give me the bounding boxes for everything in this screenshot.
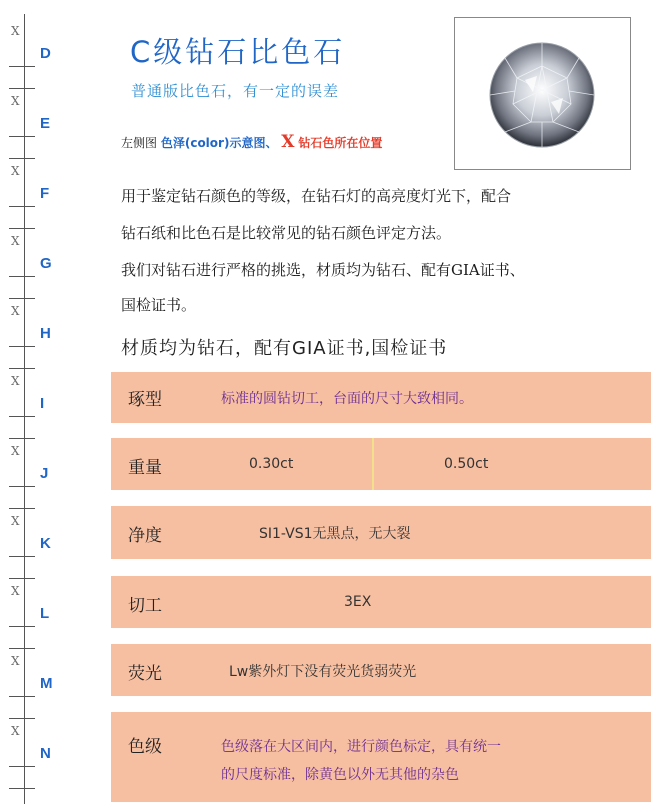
grade-tick <box>9 718 35 719</box>
spec-label: 净度 <box>128 526 162 546</box>
grade-tick <box>9 368 35 369</box>
grade-label: M <box>40 675 53 692</box>
grade-tick <box>9 276 35 277</box>
spec-row-weight <box>111 438 651 490</box>
grade-x-marker: X <box>11 514 20 528</box>
note-part1: 左侧图 <box>121 136 158 150</box>
para2-line2: 国检证书。 <box>121 296 197 314</box>
grade-tick <box>9 486 35 487</box>
grade-x-marker: X <box>11 24 20 38</box>
grade-x-marker: X <box>11 164 20 178</box>
spec-label: 色级 <box>128 737 162 757</box>
grade-tick <box>9 298 35 299</box>
grade-tick <box>9 556 35 557</box>
grade-x-marker: X <box>11 304 20 318</box>
grade-x-marker: X <box>11 94 20 108</box>
grade-label: N <box>40 745 51 762</box>
spec-value-b: 0.50ct <box>444 456 489 472</box>
grade-tick <box>9 66 35 67</box>
grade-x-marker: X <box>11 584 20 598</box>
spec-label: 荧光 <box>128 664 162 684</box>
grade-tick <box>9 438 35 439</box>
spec-value-line1: 色级落在大区间内，进行颜色标定，具有统一 <box>221 739 501 755</box>
column-divider <box>372 438 374 490</box>
legend-note <box>121 132 382 152</box>
spec-row-cut <box>111 576 651 628</box>
grade-label: K <box>40 535 51 552</box>
para1-line1: 用于鉴定钻石颜色的等级，在钻石灯的高亮度灯光下，配合 <box>121 187 512 205</box>
grade-tick <box>9 508 35 509</box>
grade-x-marker: X <box>11 234 20 248</box>
grade-tick <box>9 228 35 229</box>
spec-value: 3EX <box>344 594 372 610</box>
grade-x-marker: X <box>11 374 20 388</box>
grade-tick <box>9 578 35 579</box>
grade-label: G <box>40 255 52 272</box>
grade-label: F <box>40 185 50 202</box>
grade-tick <box>9 206 35 207</box>
spec-row-clarity <box>111 506 651 559</box>
grade-label: E <box>40 115 51 132</box>
spec-label: 重量 <box>128 458 162 478</box>
section-heading: 材质均为钻石，配有GIA证书,国检证书 <box>121 338 448 359</box>
spec-row-cut-shape <box>111 372 651 423</box>
spec-value-a: 0.30ct <box>249 456 294 472</box>
para2-line1: 我们对钻石进行严格的挑选，材质均为钻石、配有GIA证书、 <box>121 261 525 279</box>
grade-tick <box>9 136 35 137</box>
spec-row-fluorescence <box>111 644 651 696</box>
note-part2: 色泽(color)示意图、 <box>160 136 278 150</box>
spec-value: 标准的圆钻切工，台面的尺寸大致相同。 <box>221 391 473 407</box>
spec-label: 切工 <box>128 596 162 616</box>
grade-tick <box>9 158 35 159</box>
grade-tick <box>9 648 35 649</box>
para1-line2: 钻石纸和比色石是比较常见的钻石颜色评定方法。 <box>121 224 452 242</box>
grade-label: I <box>40 395 45 412</box>
grade-tick <box>9 416 35 417</box>
grade-label: D <box>40 45 51 62</box>
note-x-marker: X <box>281 132 295 152</box>
grade-x-marker: X <box>11 654 20 668</box>
grade-tick <box>9 88 35 89</box>
spec-label: 琢型 <box>128 390 162 410</box>
grade-tick <box>9 766 35 767</box>
grade-tick <box>9 696 35 697</box>
grade-label: J <box>40 465 49 482</box>
grade-label: H <box>40 325 51 342</box>
grade-tick <box>9 788 35 789</box>
spec-value-line2: 的尺度标准，除黄色以外无其他的杂色 <box>221 767 459 783</box>
page-subtitle: 普通版比色石，有一定的误差 <box>131 82 340 100</box>
diamond-image-frame <box>454 17 631 170</box>
grade-x-marker: X <box>11 444 20 458</box>
grade-scale-axis <box>24 14 25 804</box>
grade-tick <box>9 346 35 347</box>
diamond-icon <box>455 18 630 169</box>
page-title: C级钻石比色石 <box>130 35 346 69</box>
grade-tick <box>9 626 35 627</box>
grade-label: L <box>40 605 50 622</box>
spec-row-color <box>111 712 651 802</box>
note-part3: 钻石色所在位置 <box>298 136 383 150</box>
grade-x-marker: X <box>11 724 20 738</box>
spec-value: SI1-VS1无黑点，无大裂 <box>259 526 411 542</box>
spec-value: Lw紫外灯下没有荧光货弱荧光 <box>229 664 417 680</box>
